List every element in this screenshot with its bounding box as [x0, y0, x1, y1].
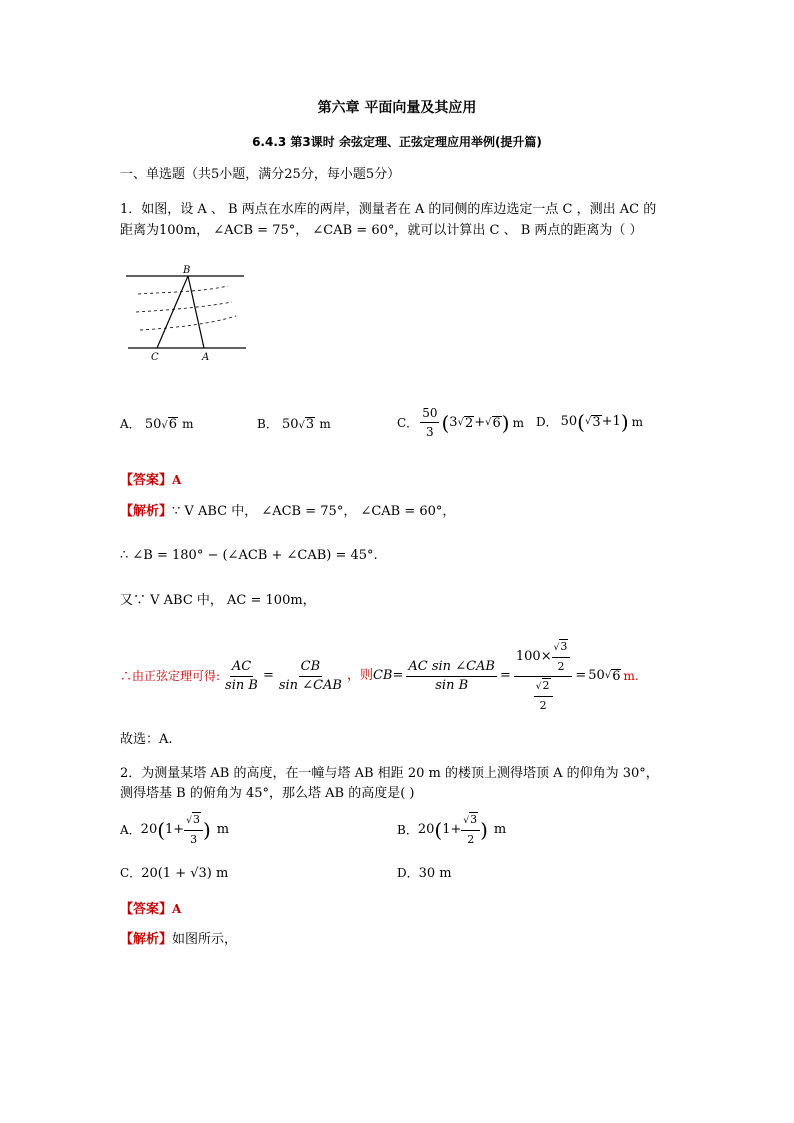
q2-option-b[interactable]: B． 20 ( 1+ $\frac{√3}{2}$ ) m [397, 813, 507, 846]
q2-analysis: 【解析】如图所示， [120, 932, 238, 947]
q1-analysis-line2: ∴ ∠B = 180° − (∠ACB + ∠CAB) = 45°. [120, 548, 378, 563]
fig-label-b: B [183, 265, 191, 276]
q1-analysis-line3: 又∵ V ABC 中， AC = 100m， [120, 593, 316, 608]
q2-stem-line1: 2．为测量某塔 AB 的高度，在一幢与塔 AB 相距 20 m 的楼顶上测得塔顶 A 的仰角为 30°， [120, 766, 659, 781]
q1-stem-line2: 距离为100m， ∠ACB = 75°， ∠CAB = 60°，就可以计算出 C 、 B 两点的距离为（ ） [120, 223, 643, 238]
q2-option-c[interactable]: C．20(1 + √3) m [120, 866, 229, 881]
q2-stem-line2: 测得塔基 B 的俯角为 45°，那么塔 AB 的高度是( ) [120, 786, 415, 801]
section-title: 6.4.3 第3课时 余弦定理、正弦定理应用举例(提升篇) [252, 135, 542, 149]
q1-option-b[interactable]: B． 50√3 m [257, 417, 331, 432]
q1-option-d[interactable]: D． 50 ( √ 3 +1 ) m [536, 410, 644, 434]
q2-answer: 【答案】A [120, 902, 182, 917]
q1-option-c[interactable]: C． $\frac{50}{3}$ ( 3 √ 2 + √ 6 ) m [397, 406, 524, 439]
q1-option-a[interactable]: A． 50√6 m [120, 417, 194, 432]
q1-stem-line1: 1．如图，设 A 、 B 两点在水库的两岸，测量者在 A 的同侧的库边选定一点 C ，测出 AC 的 [120, 202, 657, 217]
q1-answer: 【答案】A [120, 473, 182, 488]
q1-figure [120, 262, 250, 367]
q2-option-d[interactable]: D．30 m [397, 866, 452, 881]
part-heading: 一、单选题（共5小题，满分25分，每小题5分） [120, 167, 401, 182]
chapter-title: 第六章 平面向量及其应用 [317, 100, 477, 116]
q1-analysis-line4: ∴由正弦定理可得: $\frac{AC}{\text{sin B}}$ = $\frac{CB}{\text{sin ∠CAB}}$ ，则 CB = $\frac{\text{AC sin ∠CAB}}{\text{sin B}}$ = 100× $\frac{√3}{2}$ $\frac{√2}{2}$ = 50 √ 6 m. [120, 639, 639, 712]
fig-label-a: A [202, 352, 210, 363]
fig-label-c: C [151, 352, 159, 363]
q2-option-a[interactable]: A． 20 ( 1+ $\frac{√3}{3}$ ) m [120, 813, 230, 846]
q1-analysis-line1: 【解析】∵ V ABC 中， ∠ACB = 75°， ∠CAB = 60°， [120, 504, 456, 519]
q1-choose: 故选：A. [120, 732, 173, 747]
